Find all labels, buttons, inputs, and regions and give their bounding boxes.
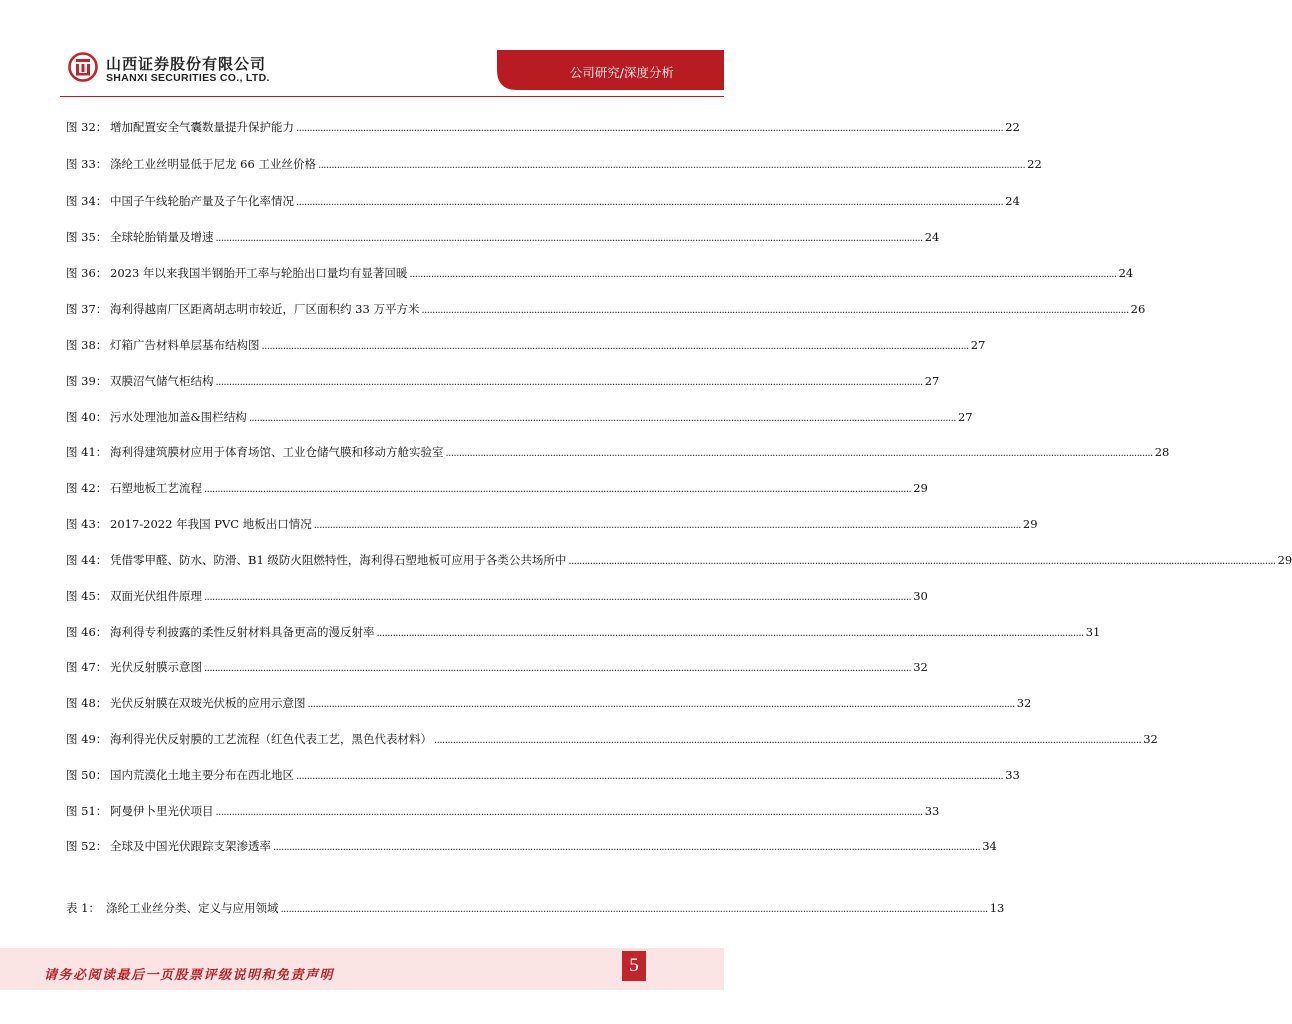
toc-page: 26 (1130, 302, 1146, 316)
page-number: 5 (622, 951, 646, 981)
toc-entry[interactable] (66, 587, 928, 605)
toc-leader (216, 804, 923, 822)
toc-title: 双膜沼气储气柜结构 (110, 374, 214, 388)
toc-page: 13 (989, 901, 1005, 915)
toc-entry[interactable] (66, 515, 1038, 533)
toc-page: 24 (1118, 266, 1134, 280)
toc-leader (204, 589, 911, 607)
toc-leader (421, 302, 1128, 320)
toc-title: 双面光伏组件原理 (110, 589, 202, 603)
toc-page: 33 (1005, 768, 1020, 782)
toc-label: 图 44： (66, 553, 108, 567)
toc-entry[interactable] (66, 408, 973, 426)
toc-label: 图 42： (66, 481, 108, 495)
toc-label: 图 33： (66, 157, 108, 171)
toc-title: 灯箱广告材料单层基布结构图 (110, 338, 260, 352)
toc-label: 图 36： (66, 266, 108, 280)
toc-page: 33 (924, 804, 940, 818)
toc-leader (281, 901, 988, 919)
toc-title: 国内荒漠化土地主要分布在西北地区 (110, 768, 294, 782)
toc-leader (409, 266, 1116, 284)
toc-leader (204, 481, 911, 499)
toc-page: 24 (1005, 194, 1020, 208)
toc-entry[interactable] (66, 730, 1158, 748)
toc-entry[interactable] (66, 479, 928, 497)
toc-entry[interactable] (66, 372, 940, 390)
toc-entry[interactable] (66, 336, 986, 354)
toc-page: 29 (913, 481, 928, 495)
toc-label: 图 32： (66, 120, 108, 134)
toc-leader (446, 445, 1153, 463)
toc-leader (216, 230, 923, 248)
toc-page: 27 (970, 338, 986, 352)
toc-entry[interactable] (66, 155, 1042, 173)
company-name-cn: 山西证券股份有限公司 (106, 55, 267, 73)
toc-leader (296, 194, 1003, 212)
company-logo-icon (68, 52, 98, 82)
toc-leader (249, 410, 956, 428)
toc-label: 图 34： (66, 194, 108, 208)
toc-title: 污水处理池加盖&围栏结构 (110, 410, 247, 424)
toc-label: 图 51： (66, 804, 108, 818)
toc-entry[interactable] (66, 443, 1170, 461)
toc-entry[interactable] (66, 192, 1020, 210)
toc-entry[interactable] (66, 694, 1032, 712)
toc-title: 光伏反射膜示意图 (110, 660, 202, 674)
toc-title: 光伏反射膜在双玻光伏板的应用示意图 (110, 696, 306, 710)
toc-page: 29 (1022, 517, 1038, 531)
toc-title: 2017-2022 年我国 PVC 地板出口情况 (110, 517, 312, 531)
toc-title: 全球及中国光伏跟踪支架渗透率 (110, 839, 271, 853)
toc-page: 27 (924, 374, 940, 388)
toc-page: 29 (1277, 553, 1292, 567)
toc-leader (377, 625, 1084, 643)
toc-page: 32 (1143, 732, 1158, 746)
toc-title: 海利得专利披露的柔性反射材料具备更高的漫反射率 (110, 625, 375, 639)
toc-page: 30 (913, 589, 928, 603)
toc-page: 32 (1016, 696, 1032, 710)
toc-label: 图 35： (66, 230, 108, 244)
toc-leader (434, 732, 1141, 750)
toc-label: 表 1： (66, 901, 100, 915)
toc-entry[interactable] (66, 766, 1020, 784)
section-label: 公司研究/深度分析 (569, 65, 674, 80)
toc-label: 图 40： (66, 410, 108, 424)
toc-leader (318, 157, 1025, 175)
toc-entry[interactable] (66, 623, 1101, 641)
toc-title: 阿曼伊卜里光伏项目 (110, 804, 214, 818)
toc-entry[interactable] (66, 837, 997, 855)
toc-leader (308, 696, 1015, 714)
toc-page: 27 (957, 410, 973, 424)
toc-label: 图 37： (66, 302, 108, 316)
toc-title: 增加配置安全气囊数量提升保护能力 (110, 120, 294, 134)
toc-title: 海利得光伏反射膜的工艺流程（红色代表工艺，黑色代表材料） (110, 732, 432, 746)
toc-entry[interactable] (66, 118, 1020, 136)
toc-title: 海利得越南厂区距离胡志明市较近，厂区面积约 33 万平方米 (110, 302, 420, 316)
toc-title: 2023 年以来我国半钢胎开工率与轮胎出口量均有显著回暖 (110, 266, 408, 280)
toc-label: 图 43： (66, 517, 108, 531)
toc-leader (262, 338, 969, 356)
toc-title: 海利得建筑膜材应用于体育场馆、工业仓储气膜和移动方舱实验室 (110, 445, 444, 459)
toc-leader (296, 768, 1003, 786)
toc-title: 涤纶工业丝明显低于尼龙 66 工业丝价格 (110, 157, 316, 171)
toc-title: 涤纶工业丝分类、定义与应用领域 (106, 901, 279, 915)
toc-entry[interactable] (66, 551, 1292, 569)
toc-label: 图 41： (66, 445, 108, 459)
toc-entry[interactable] (66, 228, 940, 246)
toc-page: 22 (1027, 157, 1042, 171)
toc-label: 图 47： (66, 660, 108, 674)
company-name-en: SHANXI SECURITIES CO., LTD. (106, 72, 270, 84)
toc-entry[interactable] (66, 802, 940, 820)
toc-label: 图 38： (66, 338, 108, 352)
disclaimer-notice: 请务必阅读最后一页股票评级说明和免责声明 (44, 968, 335, 983)
toc-title: 中国子午线轮胎产量及子午化率情况 (110, 194, 294, 208)
toc-title: 凭借零甲醛、防水、防滑、B1 级防火阻燃特性，海利得石塑地板可应用于各类公共场所中 (110, 553, 567, 567)
toc-page: 32 (913, 660, 928, 674)
toc-label: 图 45： (66, 589, 108, 603)
toc-label: 图 52： (66, 839, 108, 853)
toc-title: 石塑地板工艺流程 (110, 481, 202, 495)
toc-leader (204, 660, 911, 678)
page-header (0, 0, 724, 110)
toc-leader (314, 517, 1021, 535)
header-divider (60, 96, 724, 97)
toc-leader (216, 374, 923, 392)
toc-entry[interactable] (66, 658, 928, 676)
toc-leader (568, 553, 1275, 571)
toc-page: 34 (982, 839, 997, 853)
toc-entry[interactable] (66, 300, 1146, 318)
toc-page: 31 (1085, 625, 1101, 639)
toc-page: 28 (1154, 445, 1170, 459)
toc-label: 图 50： (66, 768, 108, 782)
toc-label: 图 46： (66, 625, 108, 639)
toc-leader (296, 120, 1003, 138)
toc-entry[interactable] (66, 264, 1134, 282)
toc-title: 全球轮胎销量及增速 (110, 230, 214, 244)
toc-label: 图 49： (66, 732, 108, 746)
toc-label: 图 48： (66, 696, 108, 710)
toc-page: 24 (924, 230, 940, 244)
toc-leader (273, 839, 980, 857)
toc-page: 22 (1005, 120, 1020, 134)
toc-label: 图 39： (66, 374, 108, 388)
toc-table-entry[interactable] (66, 899, 1005, 917)
